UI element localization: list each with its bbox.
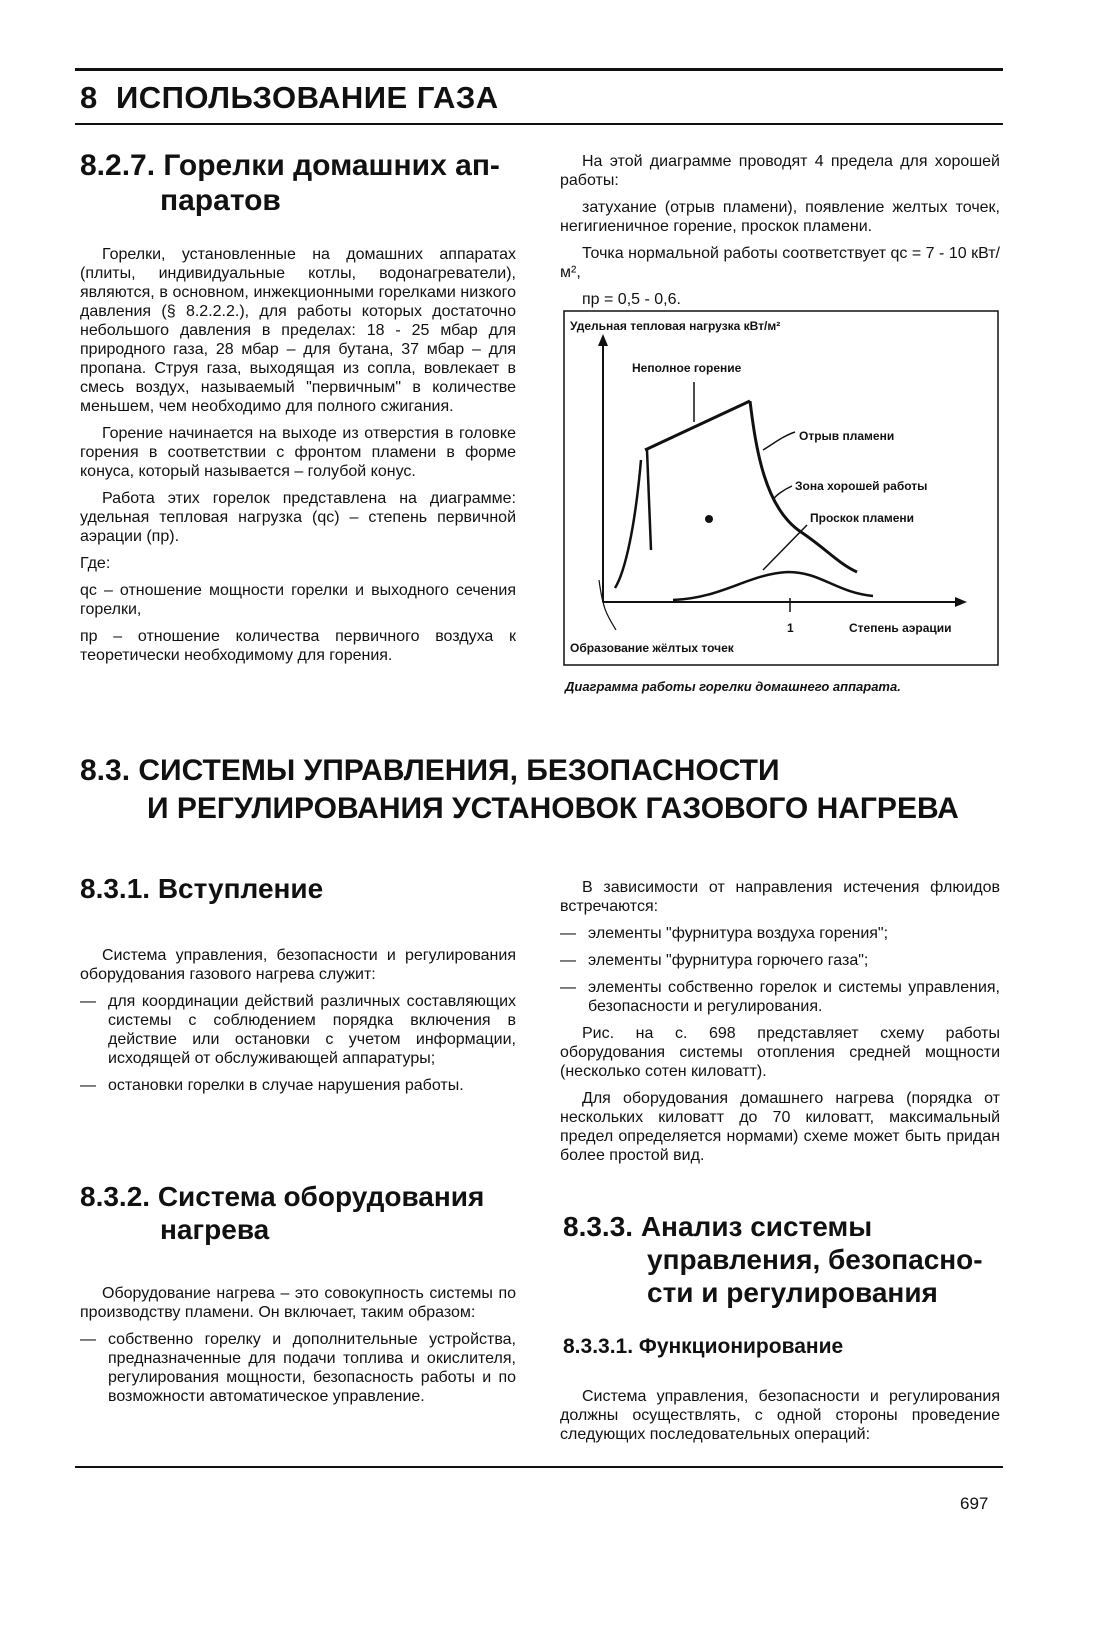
subsection-heading-8331: 8.3.3.1. Функционирование: [563, 1335, 844, 1358]
section-831-text: [80, 946, 516, 1103]
heading-line: 8.3.2. Система оборудования: [80, 1181, 485, 1212]
paragraph: пр = 0,5 - 0,6.: [582, 291, 681, 308]
section-831-right-text: [560, 878, 1000, 1173]
diagram-frame: [564, 311, 998, 665]
list-item-text: собственно горелку и дополнительные устройства, предназначенные для подачи топлива и окислителя, регулирования мощности, безопасность работы и по возможности автоматическое управление.: [108, 1331, 516, 1405]
dash-symbol: —: [560, 952, 576, 969]
heading-line: нагрева: [160, 1214, 270, 1245]
paragraph: Точка нормальной работы соответствует qc = 7 - 10 кВт/м²,: [560, 245, 1000, 281]
paragraph: Система управления, безопасности и регулирования оборудования газового нагрева служит:: [80, 947, 516, 983]
dash-symbol: —: [80, 993, 96, 1010]
paragraph: На этой диаграмме проводят 4 предела для хорошей работы:: [560, 153, 1000, 189]
paragraph: Работа этих горелок представлена на диаграмме: удельная тепловая нагрузка (qc) – степень первичной аэрации (пр).: [80, 490, 516, 545]
diagram-caption: Диаграмма работы горелки домашнего аппарата.: [565, 679, 901, 694]
y-axis-arrow: [598, 334, 608, 346]
dash-symbol: —: [80, 1077, 96, 1094]
annotation-incomplete-combustion: Неполное горение: [632, 361, 742, 375]
definition-pr: пр – отношение количества первичного воздуха к теоретически необходимому для горения.: [80, 628, 516, 664]
top-rule: [75, 68, 1003, 71]
heading-line: управления, безопасно-: [647, 1244, 983, 1275]
callout-leader: [773, 486, 792, 500]
heading-line: 8.3. СИСТЕМЫ УПРАВЛЕНИЯ, БЕЗОПАСНОСТИ: [80, 754, 780, 787]
paragraph: затухание (отрыв пламени), появление желтых точек, негигиеничное горение, проскок пламени.: [560, 199, 1000, 235]
heading-line: 8.3.3. Анализ системы: [563, 1211, 873, 1242]
paragraph: Горение начинается на выходе из отверстия в головке горения в соответствии с фронтом пламени в форме конуса, который называется – голубой конус.: [80, 425, 516, 480]
paragraph: Для оборудования домашнего нагрева (порядка от нескольких киловатт до 70 киловатт, максимальный предел определяется нормами) схеме может быть придан более простой вид.: [560, 1090, 1000, 1164]
dash-symbol: —: [560, 925, 576, 942]
list-item-text: элементы "фурнитура воздуха горения";: [588, 925, 889, 942]
list-item-text: для координации действий различных составляющих системы с соблюдением порядка включения в действие или остановки с учетом информации, исходящей от обслуживающей аппаратуры;: [108, 993, 516, 1067]
yellow-tips-curve: [615, 460, 641, 588]
annotation-good-zone: Зона хорошей работы: [795, 479, 928, 493]
section-833-text: [560, 1387, 1000, 1452]
annotation-flashback: Проскок пламени: [810, 511, 915, 525]
x-tick-label: 1: [787, 621, 794, 635]
section-heading-83: [80, 752, 959, 828]
where-label: Где:: [80, 555, 111, 572]
x-axis-label: Степень аэрации: [849, 621, 952, 635]
heading-line: паратов: [160, 184, 281, 217]
footer-rule: [75, 1466, 1003, 1468]
section-832-text: [80, 1284, 516, 1414]
heading-line: 8.2.7. Горелки домашних ап-: [80, 149, 500, 182]
definition-qc: qc – отношение мощности горелки и выходного сечения горелки,: [80, 582, 516, 618]
section-827-right-text: [560, 152, 1000, 317]
incomplete-combustion-curve: [645, 401, 750, 450]
paragraph: Горелки, установленные на домашних аппаратах (плиты, индивидуальные котлы, водонагреватели), являются, в основном, инжекционными горелками низкого давления (§ 8.2.2.2.), для работы которых достаточно небольшого давления в пределах: 18 - 25 мбар для природного газа, 28 мбар – для бутана, 37 мбар – для пропана. Струя газа, выходящая из сопла, вовлекает в смесь воздух, называемый "первичным" в количестве меньшем, чем необходимо для полного сжигания.: [80, 246, 516, 415]
section-827-text: [80, 245, 516, 673]
list-item: [560, 978, 1000, 1016]
header-rule: [75, 123, 1003, 125]
list-item: [80, 1076, 516, 1095]
callout-leader: [763, 432, 795, 450]
paragraph: В зависимости от направления истечения флюидов встречаются:: [560, 879, 1000, 915]
flame-lift-curve: [647, 450, 651, 550]
list-item-text: остановки горелки в случае нарушения работы.: [108, 1077, 464, 1094]
dash-symbol: —: [80, 1331, 96, 1348]
list-item-text: элементы "фурнитура горючего газа";: [588, 952, 869, 969]
heading-line: сти и регулирования: [647, 1277, 938, 1308]
burner-diagram-svg: [563, 310, 1003, 672]
list-item: [560, 951, 1000, 970]
annotation-flame-lift: Отрыв пламени: [799, 429, 895, 443]
section-heading-827: [80, 148, 520, 218]
section-heading-833: [563, 1210, 1003, 1309]
paragraph: Рис. на с. 698 представляет схему работы оборудования системы отопления средней мощности (несколько сотен киловатт).: [560, 1025, 1000, 1080]
paragraph: Система управления, безопасности и регулирования должны осуществлять, с одной стороны проведение следующих последовательных операций:: [560, 1388, 1000, 1443]
list-item: [80, 992, 516, 1068]
callout-leader: [763, 525, 807, 570]
flashback-curve: [673, 572, 873, 600]
burner-diagram: [563, 310, 1003, 672]
section-heading-831: 8.3.1. Вступление: [80, 873, 324, 904]
page-number: 697: [960, 1494, 989, 1513]
annotation-yellow-tips: Образование жёлтых точек: [570, 641, 734, 655]
list-item-text: элементы собственно горелок и системы управления, безопасности и регулирования.: [588, 979, 1000, 1015]
section-heading-832: [80, 1180, 520, 1246]
x-axis-arrow: [955, 597, 967, 607]
y-axis-label: Удельная тепловая нагрузка кВт/м²: [570, 319, 781, 333]
heading-line: И РЕГУЛИРОВАНИЯ УСТАНОВОК ГАЗОВОГО НАГРЕВА: [147, 792, 959, 825]
list-item: [560, 924, 1000, 943]
callout-leader: [599, 580, 616, 630]
dash-symbol: —: [560, 979, 576, 996]
chapter-title: 8 ИСПОЛЬЗОВАНИЕ ГАЗА: [80, 80, 499, 115]
paragraph: Оборудование нагрева – это совокупность системы по производству пламени. Он включает, таким образом:: [80, 1285, 516, 1321]
normal-operating-point: [705, 515, 713, 523]
list-item: [80, 1330, 516, 1406]
